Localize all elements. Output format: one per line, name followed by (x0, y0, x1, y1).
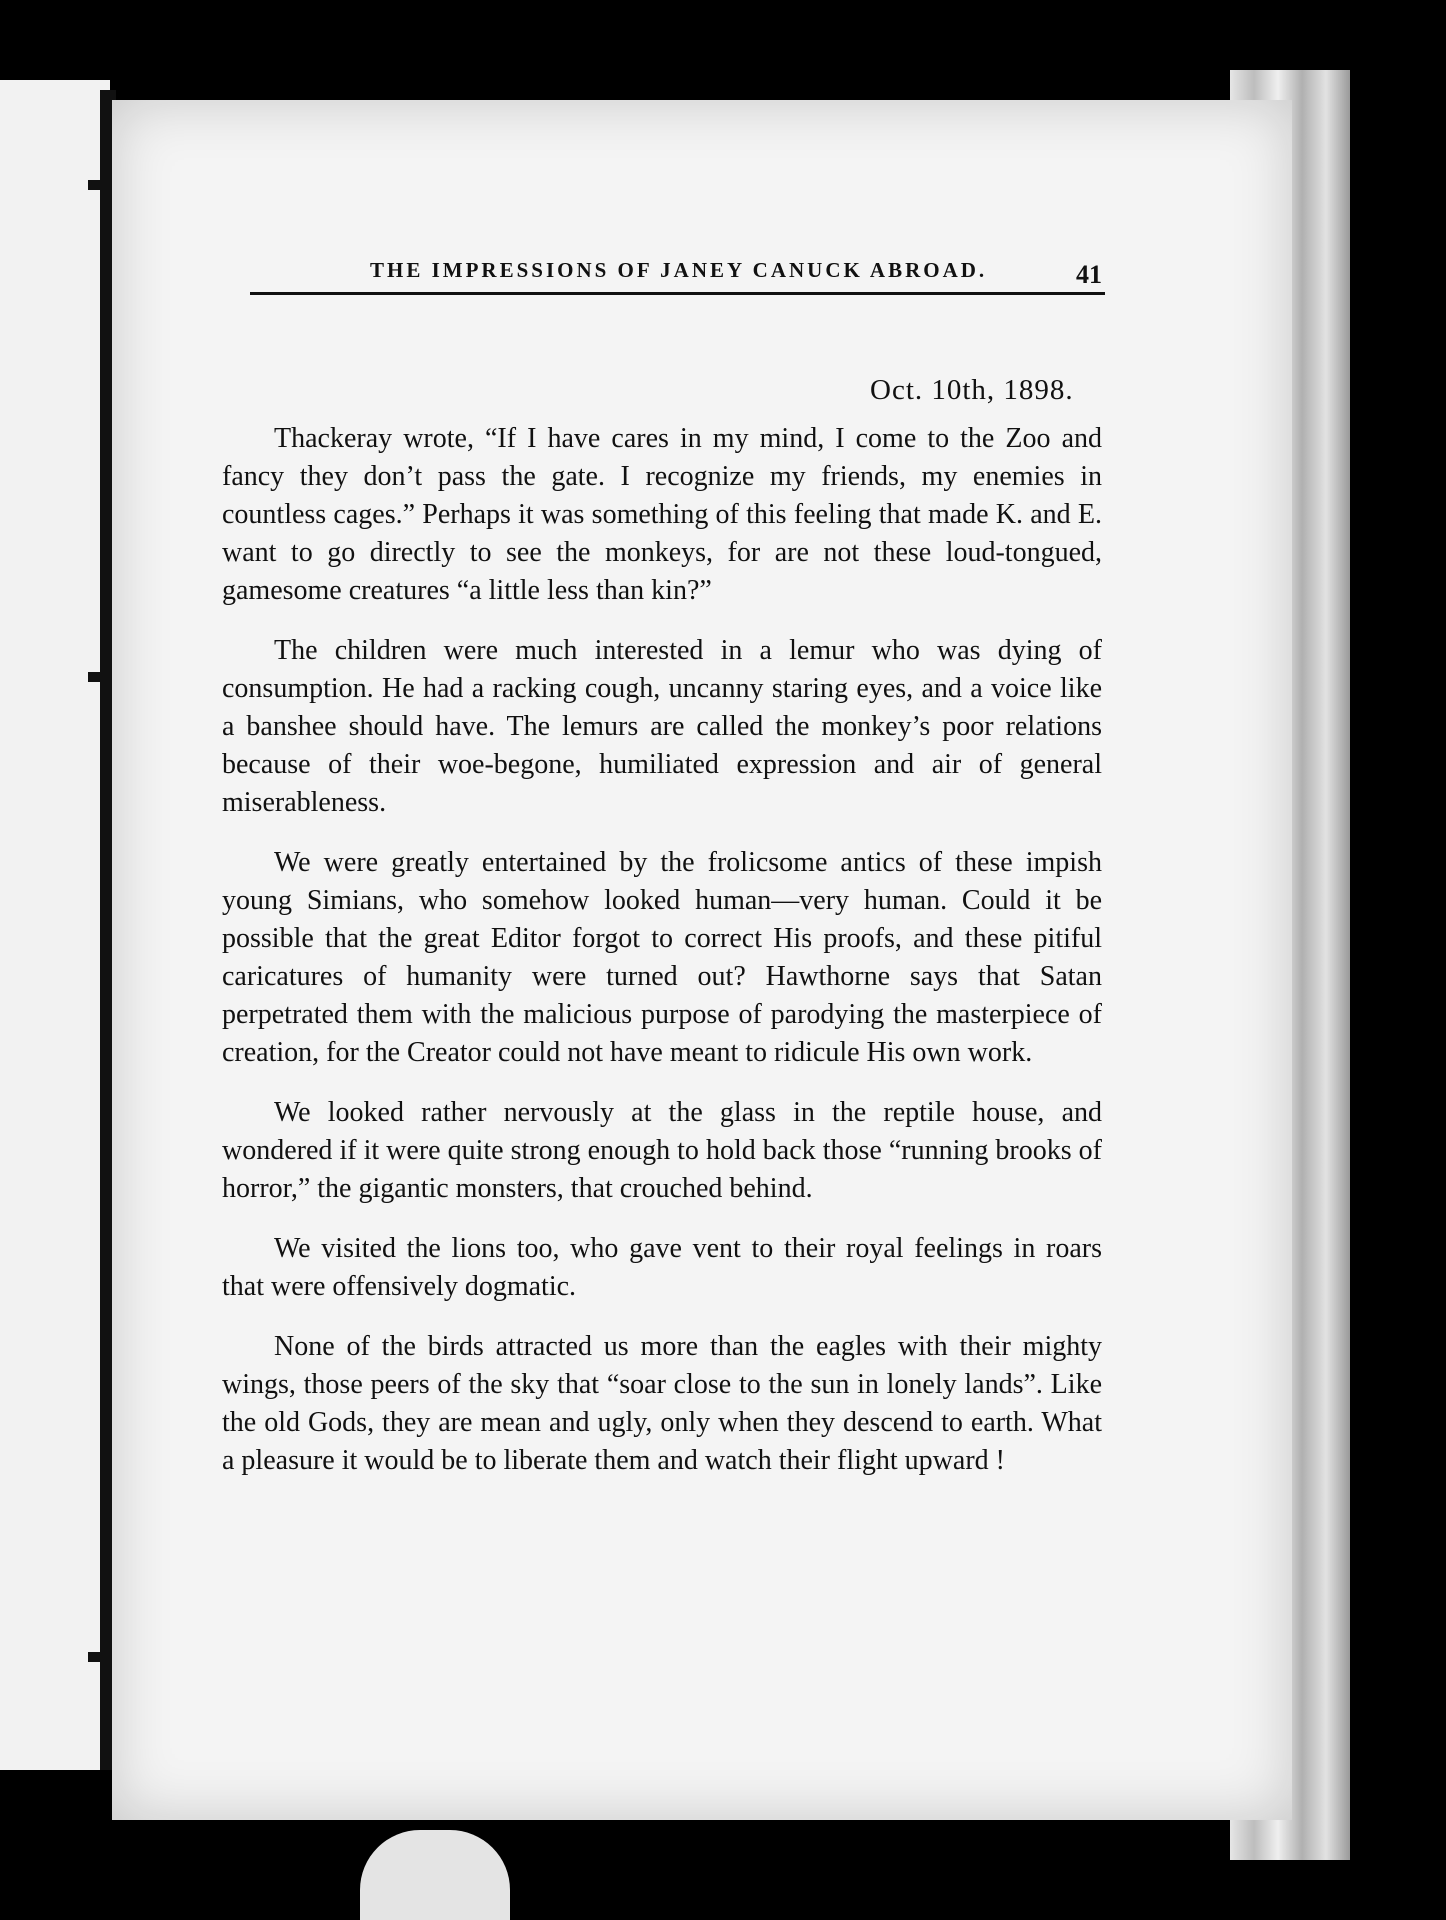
body-text (222, 420, 1102, 1502)
running-header (250, 258, 1105, 318)
left-page-edge (0, 80, 110, 1770)
header-rule (250, 292, 1105, 295)
paragraph-5: We visited the lions too, who gave vent to their royal feelings in roars that were offensively dogmatic. (222, 1233, 1102, 1302)
paragraph-6: None of the birds attracted us more than the eagles with their mighty wings, those peers of the sky that “soar close to the sun in lonely lands”. Like the old Gods, they are mean and ugly, only when they descend to earth. What a pleasure it would be to liberate them and watch their flight upward ! (222, 1331, 1102, 1476)
paragraph-1: Thackeray wrote, “If I have cares in my mind, I come to the Zoo and fancy they don’t pass the gate. I recognize my friends, my enemies in countless cages.” Perhaps it was something of this feeling that made K. and E. want to go directly to see the monkeys, for are not these loud-tongued, gamesome creatures “a little less than kin?” (222, 423, 1102, 606)
paragraph-3: We were greatly entertained by the frolicsome antics of these impish young Simians, who somehow looked human—very human. Could it be possible that the great Editor forgot to correct His proofs, and these pitiful caricatures of humanity were turned out? Hawthorne says that Satan perpetrated them with the malicious purpose of parodying the masterpiece of creation, for the Creator could not have meant to ridicule His own work. (222, 847, 1102, 1068)
dateline: Oct. 10th, 1898. (870, 374, 1074, 406)
thumb-blur (360, 1830, 510, 1920)
running-title: THE IMPRESSIONS OF JANEY CANUCK ABROAD. (370, 258, 988, 282)
page-number: 41 (1076, 260, 1102, 289)
paragraph-4: We looked rather nervously at the glass in the reptile house, and wondered if it were quite strong enough to hold back those “running brooks of horror,” the gigantic monsters, that crouched behind. (222, 1097, 1102, 1204)
paragraph-2: The children were much interested in a lemur who was dying of consumption. He had a racking cough, uncanny staring eyes, and a voice like a banshee should have. The lemurs are called the monkey’s poor relations because of their woe-begone, humiliated expression and air of general miserableness. (222, 635, 1102, 818)
